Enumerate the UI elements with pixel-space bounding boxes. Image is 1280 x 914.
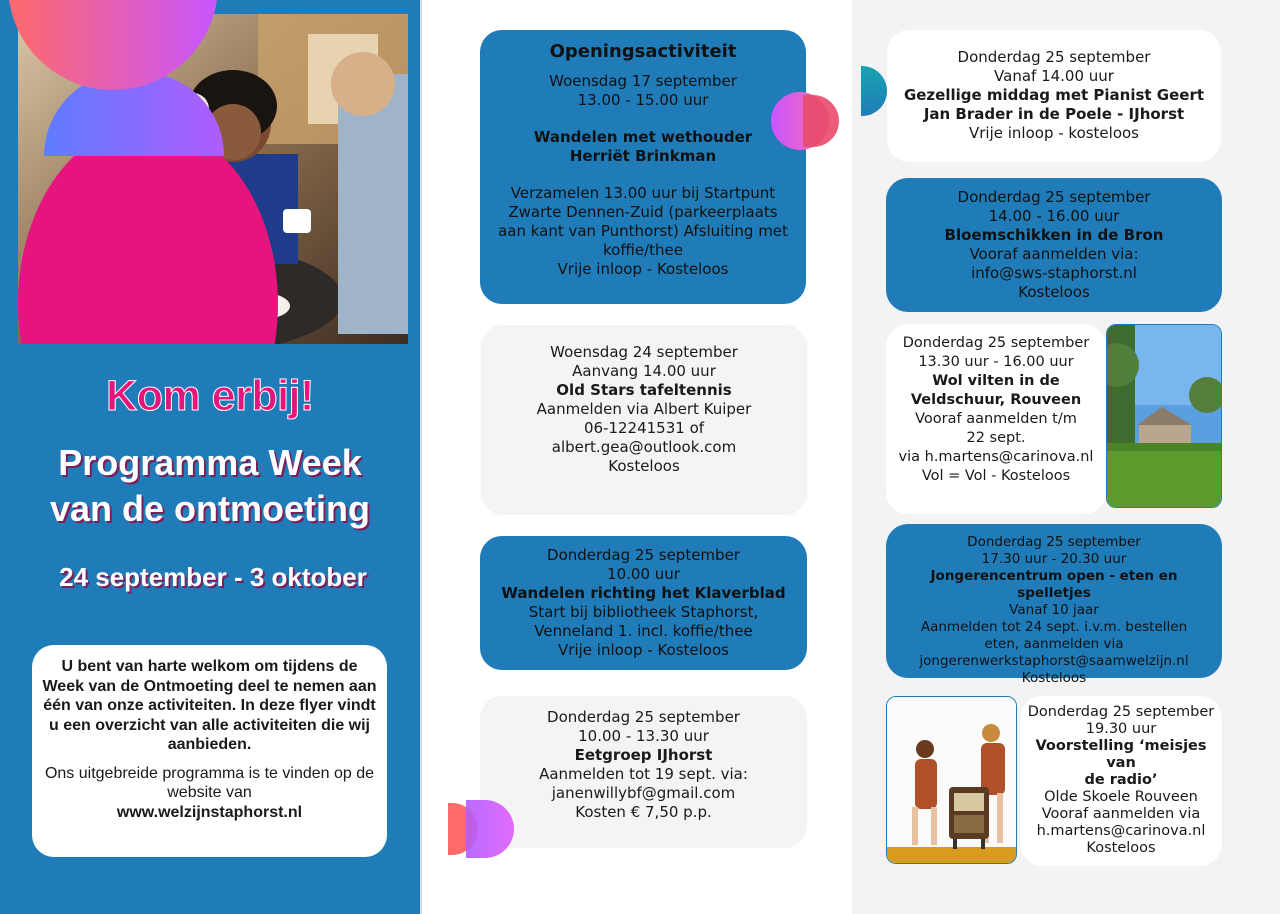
website-link[interactable]: www.welzijnstaphorst.nl — [116, 803, 303, 821]
card-tafeltennis — [481, 325, 807, 515]
card-time: 19.30 uur — [1085, 721, 1157, 737]
headline: Kom erbij! — [106, 372, 314, 420]
card-cost: Vrije inloop - Kosteloos — [557, 260, 729, 278]
card-date: Donderdag 25 september — [547, 708, 740, 726]
card-jongeren — [886, 524, 1222, 686]
card-info: 22 sept. — [966, 430, 1026, 446]
card-date: Donderdag 25 september — [957, 48, 1151, 66]
page-title — [0, 440, 420, 532]
card-info: Aanmelden tot 24 sept. i.v.m. bestellen — [920, 619, 1188, 635]
card-title: Gezellige middag met Pianist Geert — [903, 86, 1205, 104]
card-bloemschikken — [886, 178, 1222, 312]
card-title: Old Stars tafeltennis — [556, 381, 732, 399]
card-email: albert.gea@outlook.com — [551, 438, 737, 456]
card-voorstelling — [1020, 696, 1222, 866]
card-info: aan kant van Punthorst) Afsluiting met — [498, 222, 788, 240]
left-panel — [0, 0, 420, 914]
card-klaverblad — [480, 536, 807, 670]
card-date: Woensdag 17 september — [549, 72, 737, 90]
card-email: jongerenwerkstaphorst@saamwelzijn.nl — [919, 653, 1189, 669]
card-time: 13.00 - 15.00 uur — [577, 91, 709, 109]
card-time: 10.00 - 13.30 uur — [578, 727, 709, 745]
card-date: Woensdag 24 september — [550, 343, 738, 361]
card-info: Vooraf aanmelden t/m — [915, 411, 1077, 427]
card-title: Wol vilten in de — [932, 373, 1060, 389]
card-info: Verzamelen 13.00 uur bij Startpunt — [510, 184, 776, 202]
card-info: 06-12241531 of — [583, 419, 705, 437]
card-time: 10.00 uur — [607, 565, 680, 583]
card-title: Wandelen met wethouder — [533, 128, 753, 146]
card-time: 14.00 - 16.00 uur — [988, 207, 1120, 225]
card-pianist — [887, 30, 1221, 162]
abstract-shape-icon — [861, 66, 887, 116]
card-info: Start bij bibliotheek Staphorst, — [528, 603, 759, 621]
card-title: Herriët Brinkman — [569, 147, 717, 165]
card-info: eten, aanmelden via — [984, 636, 1124, 652]
welcome-box — [32, 645, 387, 857]
card-email: h.martens@carinova.nl — [1036, 823, 1206, 839]
card-email: via h.martens@carinova.nl — [898, 449, 1094, 465]
card-time: 13.30 uur - 16.00 uur — [918, 354, 1074, 370]
card-title: Jan Brader in de Poele - IJhorst — [923, 105, 1185, 123]
card-info: Olde Skoele Rouveen — [1044, 789, 1198, 805]
card-date: Donderdag 25 september — [902, 335, 1090, 351]
card-opening — [480, 30, 806, 304]
card-info: Aanmelden via Albert Kuiper — [536, 400, 752, 418]
card-title: Wandelen richting het Klaverblad — [501, 584, 786, 602]
event-dates: 24 september - 3 oktober — [59, 562, 367, 592]
card-time: Vanaf 14.00 uur — [994, 67, 1114, 85]
title-line-2: van de ontmoeting — [49, 488, 370, 529]
card-cost: Kosteloos — [608, 457, 680, 475]
card-cost: Vol = Vol - Kosteloos — [921, 468, 1071, 484]
card-title: Eetgroep IJhorst — [574, 746, 713, 764]
card-wolvilten — [886, 324, 1106, 514]
card-info: Aanmelden tot 19 sept. via: — [539, 765, 748, 783]
card-title: Bloemschikken in de Bron — [944, 226, 1164, 244]
card-heading: Openingsactiviteit — [549, 41, 737, 62]
card-cost: Vrije inloop - Kosteloos — [558, 641, 729, 659]
card-time: 17.30 uur - 20.30 uur — [981, 551, 1127, 567]
card-date: Donderdag 25 september — [957, 188, 1151, 206]
abstract-shape-icon — [448, 800, 514, 858]
card-title: Veldschuur, Rouveen — [910, 392, 1082, 408]
card-email: janenwillybf@gmail.com — [551, 784, 736, 802]
card-info: Vanaf 10 jaar — [1009, 602, 1099, 618]
photo-radio-performance — [886, 696, 1017, 864]
card-info: Vooraf aanmelden via — [1041, 806, 1201, 822]
card-email: info@sws-staphorst.nl — [971, 264, 1137, 282]
title-line-1: Programma Week — [58, 442, 362, 483]
card-cost: Kosteloos — [1018, 283, 1090, 301]
card-eetgroep — [480, 696, 807, 848]
card-cost: Vrije inloop - kosteloos — [968, 124, 1140, 142]
photo-farmhouse — [1106, 324, 1222, 508]
card-info: Venneland 1. incl. koffie/thee — [534, 622, 753, 640]
welcome-text: Ons uitgebreide programma is te vinden op de website van — [44, 764, 375, 801]
card-date: Donderdag 25 september — [1027, 704, 1215, 720]
card-cost: Kosteloos — [1086, 840, 1156, 856]
card-cost: Kosteloos — [1021, 670, 1087, 686]
card-time: Aanvang 14.00 uur — [572, 362, 716, 380]
card-info: Zwarte Dennen-Zuid (parkeerplaats — [508, 203, 778, 221]
card-title: Jongerencentrum open - eten en spelletjes — [930, 568, 1178, 601]
card-title: de radio’ — [1084, 772, 1158, 788]
card-date: Donderdag 25 september — [547, 546, 740, 564]
card-info: koffie/thee — [603, 241, 683, 259]
card-date: Donderdag 25 september — [967, 534, 1141, 550]
card-info: Vooraf aanmelden via: — [969, 245, 1139, 263]
card-cost: Kosten € 7,50 p.p. — [575, 803, 712, 821]
abstract-shape-icon — [771, 92, 839, 150]
welcome-bold-text: U bent van harte welkom om tijdens de Week van de Ontmoeting deel te nemen aan één van onze activiteiten. In deze flyer vindt u een overzicht van alle activiteiten die wij aanbieden. — [42, 658, 377, 753]
card-title: Voorstelling ‘meisjes van — [1035, 738, 1207, 771]
